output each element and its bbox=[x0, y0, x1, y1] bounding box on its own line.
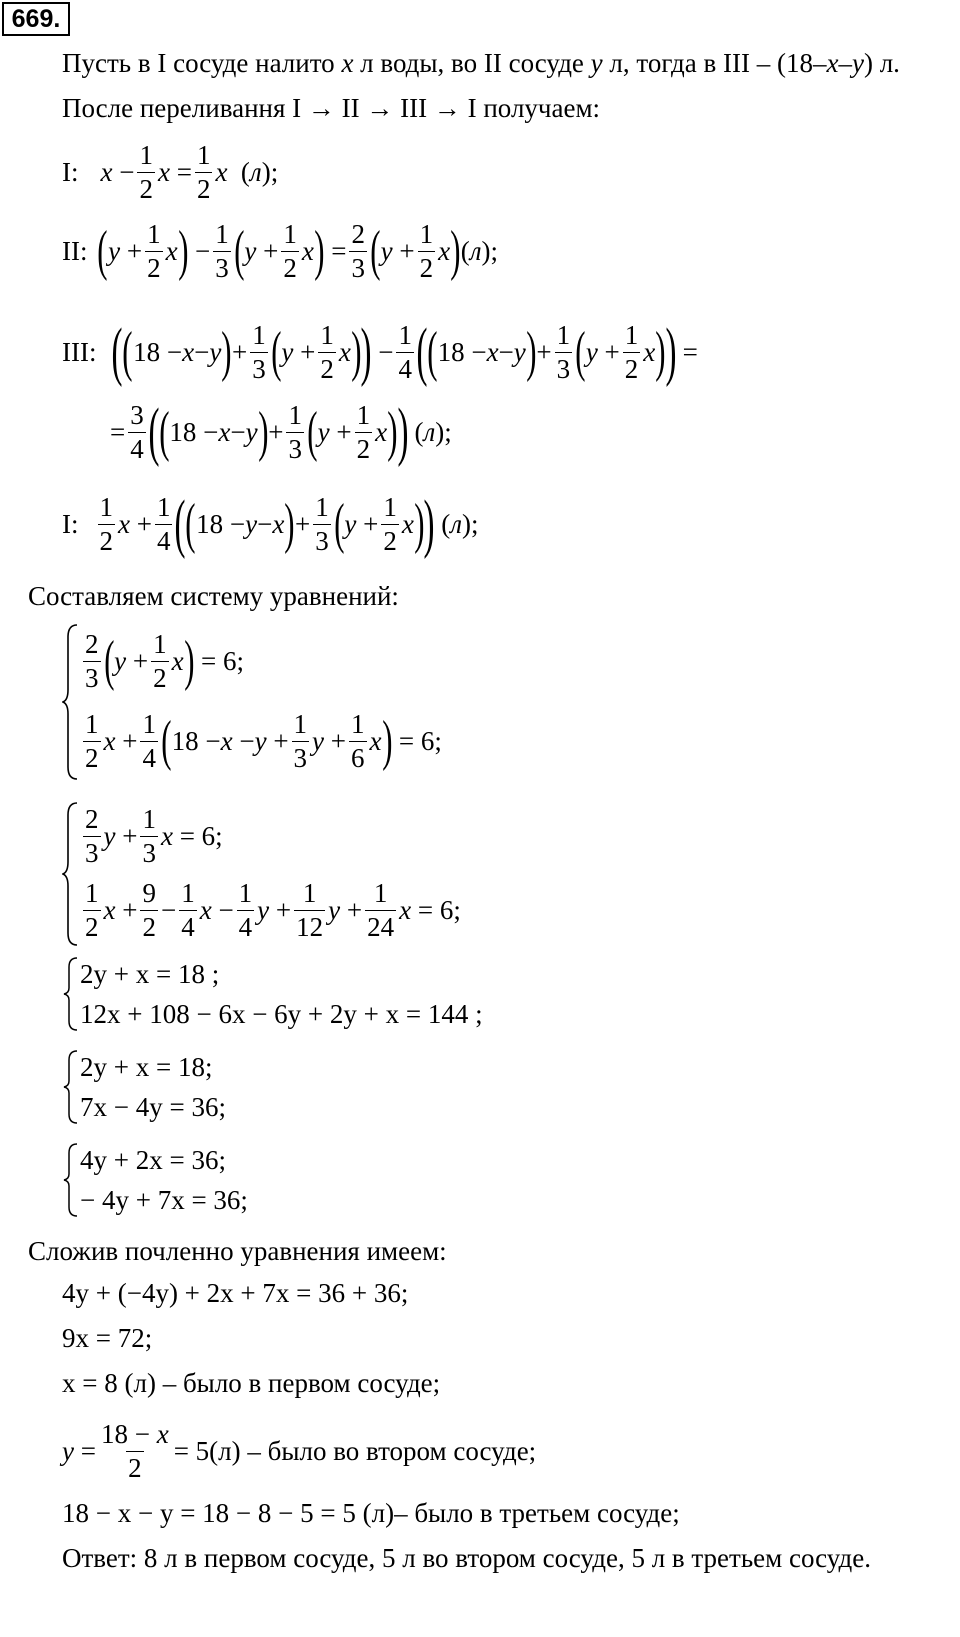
intro-line-2: После переливання I → II → III → I получаем: bbox=[62, 93, 601, 123]
left-brace-icon bbox=[62, 955, 80, 1033]
left-brace-icon bbox=[62, 1141, 80, 1219]
left-brace-icon bbox=[62, 800, 80, 948]
right-arrow-icon: → bbox=[307, 93, 335, 123]
step-4-equation: I: $\frac{1}{2}$ x + $\frac{1}{4}$ ( ( 18 − y − x ) + $\frac{1}{3}$ ( y + $\frac{1}{2}$ x ) ) ( л ); bbox=[62, 487, 479, 560]
right-arrow-icon: → bbox=[366, 93, 394, 123]
left-brace-icon bbox=[62, 622, 80, 782]
equation-system-3: 2y + x = 18 ; 12x + 108 − 6x − 6y + 2y + x = 144 ; bbox=[62, 955, 522, 1033]
equation-system-5: 4y + 2x = 36; − 4y + 7x = 36; bbox=[62, 1141, 362, 1219]
intro-line-1: Пусть в I сосуде налито x л воды, во II сосуде y л, тогда в III – (18–x–y) л. bbox=[62, 48, 900, 78]
step-1-equation: I: x − $\frac{1}{2}$ x = $\frac{1}{2}$ x ( л ); bbox=[62, 140, 279, 204]
result-line-2: 9x = 72; bbox=[62, 1323, 153, 1353]
result-line-5: 18 − x − y = 18 − 8 − 5 = 5 (л)– было в третьем сосуде; bbox=[62, 1498, 680, 1528]
problem-number: 669. bbox=[2, 2, 70, 36]
right-arrow-icon: → bbox=[433, 93, 461, 123]
result-line-4: y = $\frac{18 - x}{2}$ = 5(л) – было во втором сосуде; bbox=[62, 1419, 537, 1483]
answer-line: Ответ: 8 л в первом сосуде, 5 л во втором сосуде, 5 л в третьем сосуде. bbox=[62, 1543, 872, 1573]
step-3-equation-line-1: III: ( ( 18 − x − y ) + $\frac{1}{3}$ ( y + $\frac{1}{2}$ x ) ) − $\frac{1}{4}$ ( ( 18 − x − y ) + $\frac{1}{3}$ ( y + $\frac{1}{2}$ x ) ) = bbox=[62, 315, 698, 388]
step-3-equation-line-2: = $\frac{3}{4}$ ( ( 18 − x − y ) + $\frac{1}{3}$ ( y + $\frac{1}{2}$ x ) ) ( л ); bbox=[110, 395, 452, 468]
equation-system-1: $\frac{2}{3}$ ( y + $\frac{1}{2}$ x ) = 6; $\frac{1}{2}$ x + $\frac{1}{4}$ ( 18 − x − y + $\frac{1}{3}$ y + $\frac{1}{6}$ x ) = 6; bbox=[62, 622, 522, 782]
result-line-3: x = 8 (л) – было в первом сосуде; bbox=[62, 1368, 441, 1398]
step-2-equation: II: ( y + $\frac{1}{2}$ x ) − $\frac{1}{3}$ ( y + $\frac{1}{2}$ x ) = $\frac{2}{3}$ ( y + $\frac{1}{2}$ x ) ( л ); bbox=[62, 219, 499, 283]
equation-system-2: $\frac{2}{3}$ y + $\frac{1}{3}$ x = 6; $\frac{1}{2}$ x + $\frac{9}{2}$ − $\frac{1}{4}$ x − $\frac{1}{4}$ y + $\frac{1}{12}$ y + $\frac{1}{24}$ x = 6; bbox=[62, 800, 522, 948]
left-brace-icon bbox=[62, 1048, 80, 1126]
equation-system-4: 2y + x = 18; 7x − 4y = 36; bbox=[62, 1048, 362, 1126]
system-heading: Составляем систему уравнений: bbox=[28, 581, 399, 611]
sum-heading: Сложив почленно уравнения имеем: bbox=[28, 1236, 447, 1266]
result-line-1: 4y + (−4y) + 2x + 7x = 36 + 36; bbox=[62, 1278, 409, 1308]
